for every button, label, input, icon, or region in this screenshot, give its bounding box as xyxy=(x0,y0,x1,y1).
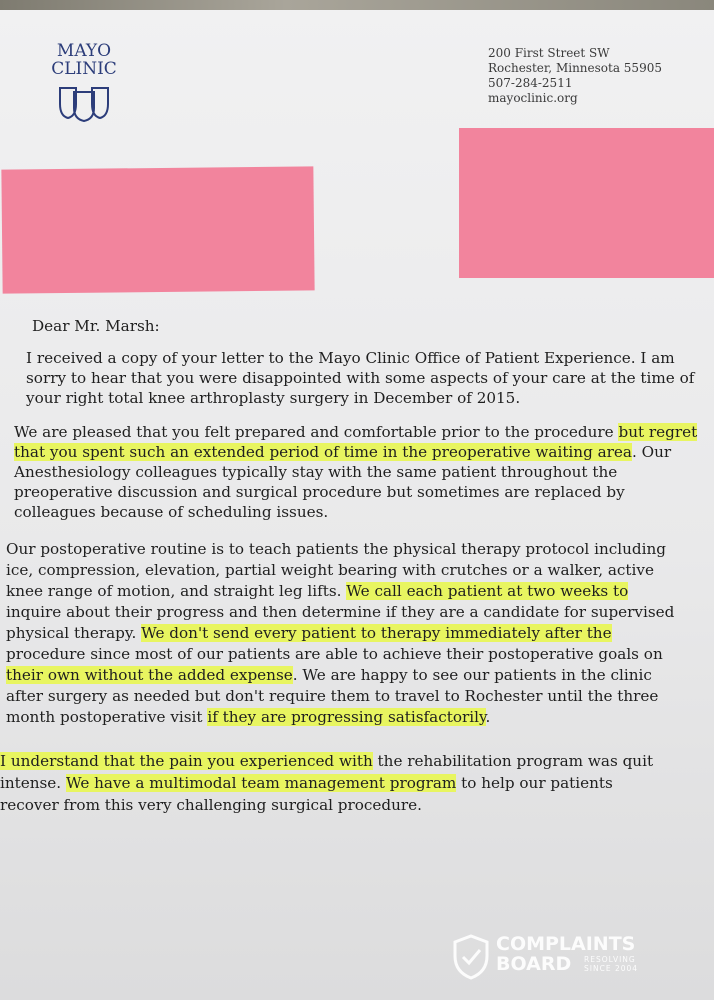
line-text: ice, compression, elevation, partial weight bearing with crutches or a walker, active xyxy=(6,561,654,579)
paragraph-line: I received a copy of your letter to the Mayo Clinic Office of Patient Experience. I am xyxy=(26,349,675,367)
paragraph-line xyxy=(14,482,697,502)
paragraph-4 xyxy=(0,750,653,816)
watermark-line-1: COMPLAINTS xyxy=(496,933,636,955)
line-text: after surgery as needed but don't require them to travel to Rochester until the three xyxy=(6,687,659,705)
line-text: We are pleased that you felt prepared and comfortable prior to the procedure xyxy=(14,423,619,441)
paragraph-line xyxy=(0,750,653,772)
watermark-tag-1: RESOLVING xyxy=(584,955,636,964)
address-phone: 507-284-2511 xyxy=(488,76,573,90)
highlighted-text: We call each patient at two weeks to xyxy=(346,582,629,600)
highlighted-text: but regret xyxy=(618,423,698,441)
complaints-board-watermark xyxy=(452,934,672,980)
paragraph-3 xyxy=(6,539,674,728)
watermark-tagline xyxy=(584,955,638,973)
paragraph-line xyxy=(0,794,653,816)
watermark-tag-2: SINCE 2004 xyxy=(584,964,639,973)
paragraph-line xyxy=(6,602,674,623)
line-text: Our postoperative routine is to teach patients the physical therapy protocol including xyxy=(6,540,666,558)
line-text: physical therapy. xyxy=(6,624,142,642)
salutation: Dear Mr. Marsh: xyxy=(32,317,160,335)
highlighted-text: if they are progressing satisfactorily xyxy=(207,708,486,726)
paragraph-line xyxy=(14,422,697,442)
paragraph-line: sorry to hear that you were disappointed with some aspects of your care at the time of xyxy=(26,369,695,387)
line-text: Anesthesiology colleagues typically stay with the same patient throughout the xyxy=(14,463,618,481)
background-strip xyxy=(0,0,714,10)
paragraph-line xyxy=(6,644,674,665)
highlighted-text: We have a multimodal team management program xyxy=(65,774,457,792)
paragraph-line xyxy=(6,707,674,728)
line-text: . Our xyxy=(631,443,672,461)
paragraph-line xyxy=(6,623,674,644)
line-text: recover from this very challenging surgical procedure. xyxy=(0,796,423,814)
mayo-shield-icon xyxy=(54,82,114,122)
redaction-left xyxy=(1,166,314,293)
line-text: month postoperative visit xyxy=(6,708,208,726)
logo-line-1: MAYO xyxy=(56,41,112,61)
highlighted-text: that you spent such an extended period of time in the preoperative waiting area xyxy=(14,443,632,461)
highlighted-text: their own without the added expense xyxy=(6,666,293,684)
paragraph-line xyxy=(6,581,674,602)
paragraph-line xyxy=(14,502,697,522)
paragraph-line xyxy=(6,560,674,581)
line-text: preoperative discussion and surgical procedure but sometimes are replaced by xyxy=(14,483,625,501)
line-text: procedure since most of our patients are able to achieve their postoperative goals on xyxy=(6,645,663,663)
paragraph-1 xyxy=(26,348,694,408)
paragraph-line xyxy=(6,665,674,686)
paragraph-line xyxy=(6,686,674,707)
address-line: 200 First Street SW xyxy=(488,46,610,60)
line-text: to help our patients xyxy=(456,774,613,792)
line-text: the rehabilitation program was quit xyxy=(372,752,654,770)
paragraph-line xyxy=(6,539,674,560)
clinic-address xyxy=(488,46,662,106)
shield-check-icon xyxy=(452,934,490,980)
line-text: intense. xyxy=(0,774,66,792)
paragraph-line xyxy=(14,462,697,482)
line-text: inquire about their progress and then determine if they are a candidate for supervised xyxy=(6,603,675,621)
redaction-right xyxy=(459,128,714,278)
watermark-line-2: BOARD xyxy=(496,953,572,975)
line-text: knee range of motion, and straight leg lifts. xyxy=(6,582,347,600)
paragraph-2 xyxy=(14,422,697,522)
line-text: . We are happy to see our patients in the clinic xyxy=(292,666,652,684)
paragraph-line xyxy=(14,442,697,462)
line-text: . xyxy=(485,708,491,726)
line-text: colleagues because of scheduling issues. xyxy=(14,503,329,521)
highlighted-text: We don't send every patient to therapy immediately after the xyxy=(141,624,612,642)
paragraph-line: your right total knee arthroplasty surgery in December of 2015. xyxy=(26,389,521,407)
address-website: mayoclinic.org xyxy=(488,91,578,105)
address-line: Rochester, Minnesota 55905 xyxy=(488,61,662,75)
highlighted-text: I understand that the pain you experienced with xyxy=(0,752,373,770)
logo-line-2: CLINIC xyxy=(51,59,117,79)
paragraph-line xyxy=(0,772,653,794)
mayo-clinic-logo xyxy=(34,42,134,122)
